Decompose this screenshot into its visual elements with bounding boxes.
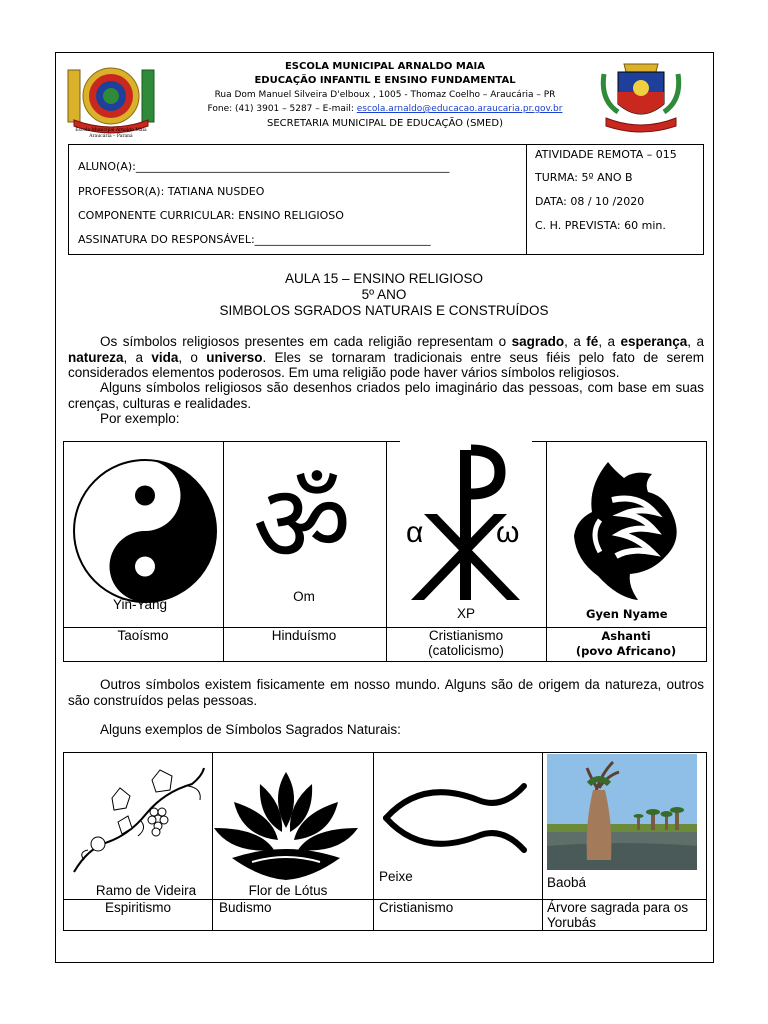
grade-title: 5º ANO [361,287,407,302]
symbol-religion: Espiritismo [104,900,171,915]
intro-paragraph-1: Os símbolos religiosos presentes em cada religião representam o sagrado, a fé, a esperança, a natureza, a vida, o universo. Eles se tornaram tradicionais entre seus fiéis pelo fato de serem considerados elementos poderosos. Em uma religião pode haver vários símbolos religiosos. [68,334,705,380]
natural-paragraph-2: Alguns exemplos de Símbolos Sagrados Naturais: [100,722,401,737]
intro-paragraph-2: Alguns símbolos religiosos são desenhos criados pelo imaginário das pessoas, com base em suas crenças, culturas e realidades. [68,380,704,411]
symbol-religion: Hinduísmo [271,628,337,643]
secretariat: SECRETARIA MUNICIPAL DE EDUCAÇÃO (SMED) [267,118,503,129]
gye-nyame-icon [568,456,684,604]
image-overlap [400,439,532,443]
symbol-religion: Cristianismo [379,900,454,915]
symbol-religion: Cristianismo (catolicismo) [428,628,504,658]
lotus-icon [212,770,360,882]
school-contact: Fone: (41) 3901 – 5287 – E-mail: escola.arnaldo@educacao.araucaria.pr.gov.br [207,104,563,114]
symbol-name: XP [456,606,475,621]
professor-line: PROFESSOR(A): TATIANA NUSDEO [78,185,265,198]
email-link[interactable]: escola.arnaldo@educacao.araucaria.pr.gov.br [356,104,563,114]
aluno-field[interactable]: ALUNO(A):_________________________________________________________ [78,160,450,173]
fish-icon [382,778,532,858]
symbol-religion: Taoísmo [117,628,169,643]
student-info-box [68,144,704,255]
alpha-glyph: α [406,516,424,549]
symbol-religion: Budismo [219,900,272,915]
carga-horaria-label: C. H. PREVISTA: 60 min. [535,219,666,232]
turma-label: TURMA: 5º ANO B [535,171,633,184]
symbol-name: Baobá [547,875,587,890]
symbol-name: Yin-Yang [112,597,168,612]
symbol-religion: Ashanti (povo Africano) [575,629,677,658]
symbol-name: Om [293,589,315,604]
intro-paragraph-3: Por exemplo: [100,411,180,426]
atividade-label: ATIVIDADE REMOTA – 015 [535,148,677,161]
school-logo-caption: Escola Municipal Arnaldo Maia Araucária – Paraná [75,128,147,139]
omega-glyph: ω [496,516,520,549]
symbol-name: Gyen Nyame [586,607,668,621]
symbol-name: Ramo de Videira [95,883,197,898]
school-address: Rua Dom Manuel Silveira D'elboux , 1005 - Thomaz Coelho – Araucária – PR [214,90,556,100]
componente-line: COMPONENTE CURRICULAR: ENSINO RELIGIOSO [78,209,344,222]
topic-title: SIMBOLOS SGRADOS NATURAIS E CONSTRUÍDOS [219,303,549,318]
natural-paragraph-1: Outros símbolos existem fisicamente em nosso mundo. Alguns são de origem da natureza, outros são construídos pelas pessoas. [68,677,704,708]
assinatura-field[interactable]: ASSINATURA DO RESPONSÁVEL:________________________________ [78,233,431,246]
symbol-name: Peixe [379,869,413,884]
yin-yang-icon [72,458,218,604]
data-label: DATA: 08 / 10 /2020 [535,195,645,208]
om-icon: ॐ [252,462,352,587]
education-levels: EDUCAÇÃO INFANTIL E ENSINO FUNDAMENTAL [254,75,516,86]
symbol-religion: Árvore sagrada para os Yorubás [547,900,689,930]
school-name: ESCOLA MUNICIPAL ARNALDO MAIA [284,61,486,72]
baobab-photo [547,754,697,870]
grapevine-icon [68,764,210,880]
lesson-title: AULA 15 – ENSINO RELIGIOSO [284,271,484,286]
symbol-name: Flor de Lótus [248,883,328,898]
